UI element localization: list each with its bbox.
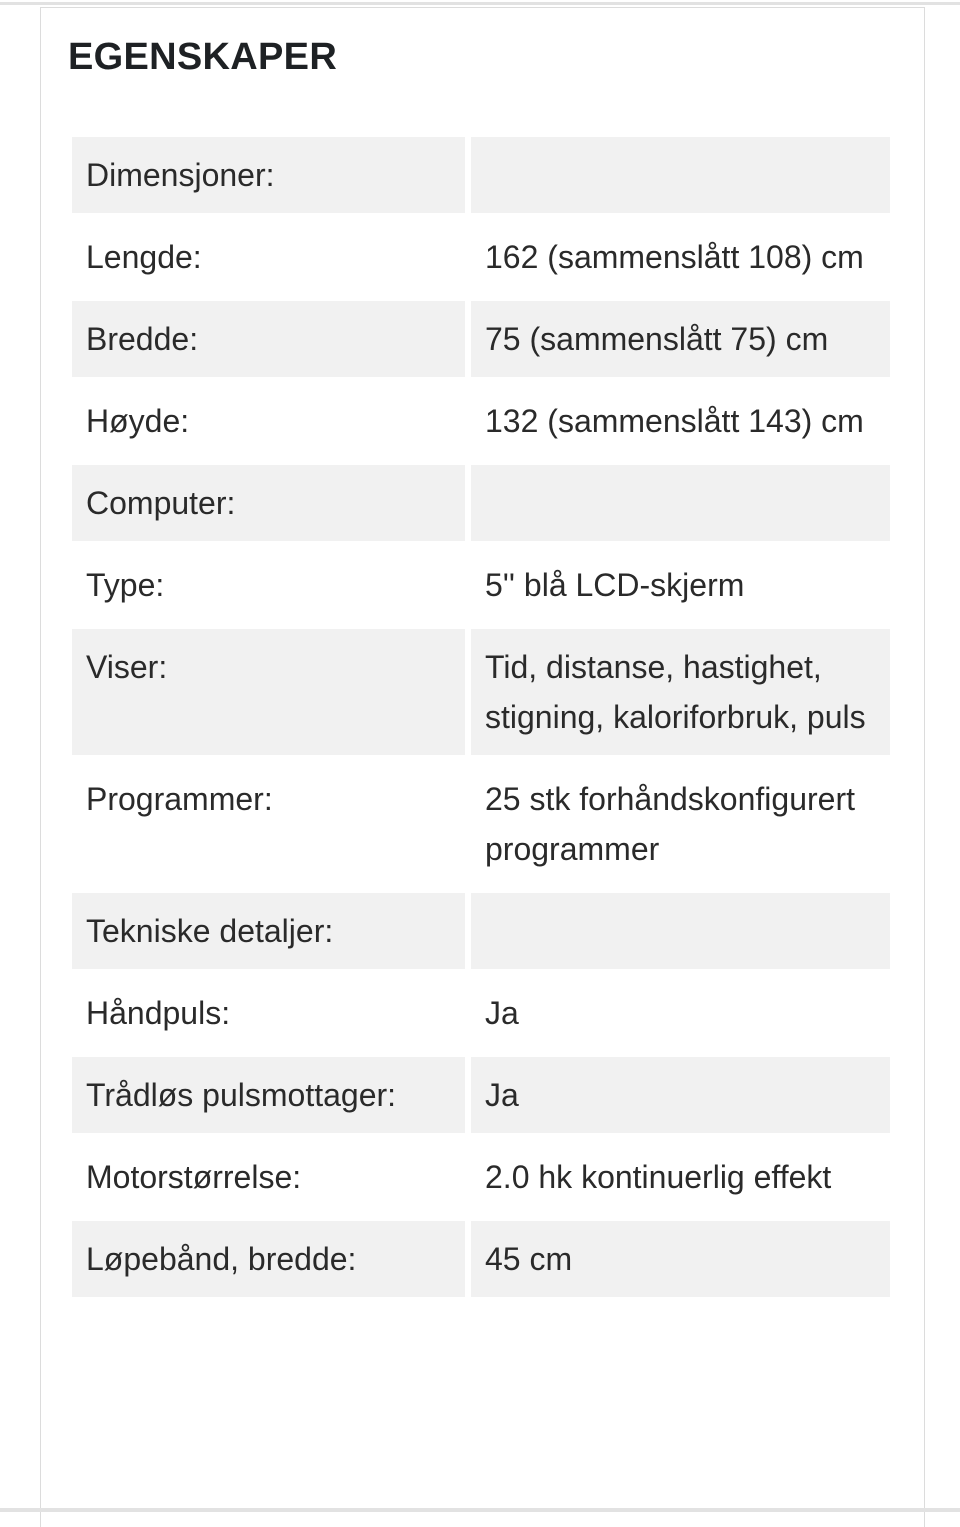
table-row [72,761,890,887]
table-row [72,219,890,295]
property-value: 45 cm [471,1221,890,1297]
property-value: 162 (sammenslått 108) cm [485,239,864,275]
property-value: 132 (sammenslått 143) cm [485,403,864,439]
property-value [471,465,890,541]
properties-panel [40,7,925,1527]
property-value: 2.0 hk kontinuerlig effekt [485,1159,832,1195]
property-value: Ja [485,995,519,1031]
property-value: Ja [471,1057,890,1133]
property-value: 5'' blå LCD-skjerm [485,567,745,603]
property-label: Viser: [72,629,465,755]
property-value: 25 stk forhåndskonfigurert programmer [485,781,855,867]
table-row [72,137,890,213]
table-row [72,1221,890,1297]
property-label: Løpebånd, bredde: [72,1221,465,1297]
property-label: Trådløs pulsmottager: [72,1057,465,1133]
property-value: 75 (sammenslått 75) cm [471,301,890,377]
property-label: Motorstørrelse: [86,1159,302,1195]
property-label: Bredde: [72,301,465,377]
table-row [72,893,890,969]
table-row [72,383,890,459]
property-label: Håndpuls: [86,995,231,1031]
table-row [72,629,890,755]
property-value [471,893,890,969]
property-label: Dimensjoner: [72,137,465,213]
table-row [72,975,890,1051]
bottom-divider [0,1508,960,1512]
property-label: Computer: [72,465,465,541]
table-row [72,301,890,377]
property-label: Høyde: [86,403,190,439]
property-label: Programmer: [86,781,273,817]
table-row [72,547,890,623]
table-row [72,1057,890,1133]
top-divider [0,2,960,5]
table-row [72,1139,890,1215]
properties-table [66,131,896,1303]
property-value: Tid, distanse, hastighet, stigning, kaloriforbruk, puls [471,629,890,755]
property-value [471,137,890,213]
property-label: Lengde: [86,239,202,275]
section-title: EGENSKAPER [68,36,338,78]
property-label: Tekniske detaljer: [72,893,465,969]
table-row [72,465,890,541]
property-label: Type: [86,567,165,603]
